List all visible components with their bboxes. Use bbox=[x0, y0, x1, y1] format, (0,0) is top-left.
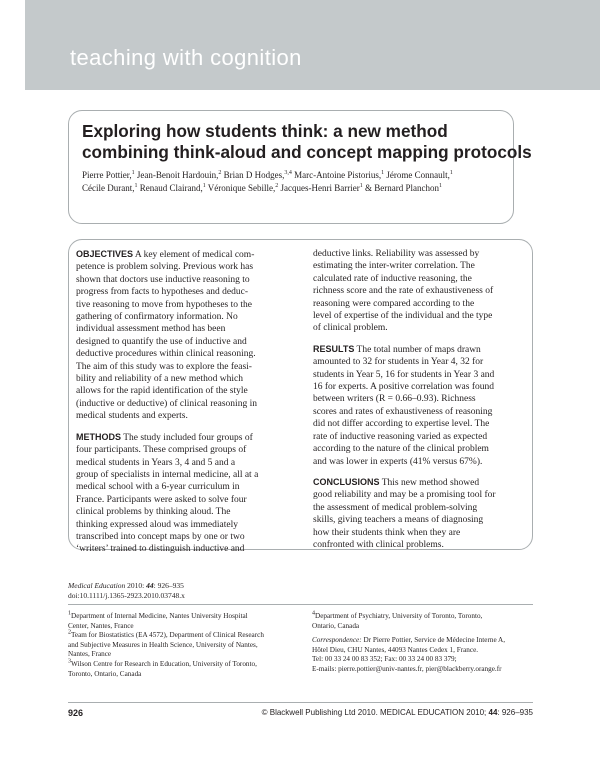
affiliation-line bbox=[68, 612, 300, 622]
abstract-line: individual assessment method has been bbox=[76, 324, 226, 335]
abstract-line: between writers (R = 0.66–0.93). Richness bbox=[313, 394, 476, 405]
author-sup: 1 bbox=[134, 183, 138, 189]
abstract-line: clinical problems by thinking aloud. The bbox=[76, 507, 231, 518]
abstract-line: of clinical problem. bbox=[313, 323, 388, 334]
footer-pages: : 926–935 bbox=[497, 708, 533, 717]
abstract-line: gathering of confirmatory information. No bbox=[76, 312, 238, 323]
correspondence-line: Tel: 00 33 24 00 83 352; Fax: 00 33 24 00 83 379; bbox=[312, 655, 457, 664]
affiliation-line: Nantes, France bbox=[68, 650, 112, 659]
affiliation-line: Ontario, Canada bbox=[312, 621, 360, 630]
title-line: combining think-aloud and concept mapping protocols bbox=[82, 142, 532, 162]
author-sup: 1 bbox=[202, 183, 206, 189]
conclusions-paragraph bbox=[313, 476, 529, 551]
title-box bbox=[68, 110, 532, 224]
abstract-line: according to the nature of the clinical problem bbox=[313, 444, 489, 455]
affiliations-right bbox=[312, 612, 534, 675]
methods-paragraph bbox=[76, 431, 298, 556]
publisher-text: © Blackwell Publishing Ltd 2010. MEDICAL EDUCATION 2010; bbox=[261, 708, 489, 717]
affiliation-text: Department of Psychiatry, University of Toronto, Toronto, bbox=[315, 612, 483, 620]
abstract-line: tive reasoning to move from hypotheses to the bbox=[76, 299, 252, 310]
abstract-line: calculated rate of inductive reasoning, the bbox=[313, 273, 472, 284]
abstract-text: This new method showed bbox=[379, 477, 480, 488]
abstract-line: The aim of this study was to explore the feasi- bbox=[76, 361, 252, 372]
methods-heading: METHODS bbox=[76, 431, 121, 442]
author-sup: 1 bbox=[131, 170, 135, 176]
affiliation-text: Department of Internal Medicine, Nantes University Hospital bbox=[71, 612, 248, 620]
abstract-line bbox=[76, 248, 298, 261]
abstract-line: level of expertise of the individual and the type bbox=[313, 311, 493, 322]
abstract-line: the assessment of medical problem-solving bbox=[313, 502, 478, 513]
author-list bbox=[82, 169, 501, 195]
abstract-left-column bbox=[76, 248, 298, 564]
abstract-line: 16 for experts. A positive correlation was found bbox=[313, 382, 494, 393]
objectives-paragraph bbox=[76, 248, 298, 423]
abstract-line: ‘writers’ trained to distinguish inductive and bbox=[76, 544, 245, 555]
affiliation-sup: 4 bbox=[312, 610, 315, 617]
abstract-right-column bbox=[313, 248, 529, 559]
abstract-line: medical school with a 6-year curriculum in bbox=[76, 482, 240, 493]
correspondence-line bbox=[312, 636, 534, 646]
abstract-text: The study included four groups of bbox=[121, 432, 253, 443]
abstract-line: richness score and the rate of exhaustiveness of bbox=[313, 286, 494, 297]
abstract-line bbox=[313, 476, 529, 489]
author-line bbox=[82, 169, 501, 182]
abstract-line: deductive procedures within clinical reasoning. bbox=[76, 349, 256, 360]
abstract-line: students in Year 5, 16 for students in Year 3 and bbox=[313, 369, 495, 380]
abstract-line: good reliability and may be a promising tool for bbox=[313, 490, 496, 501]
abstract-line: shown that doctors use inductive reasoning to bbox=[76, 274, 250, 285]
author: Renaud Clairand, bbox=[137, 183, 203, 193]
citation-pages: : 926–935 bbox=[153, 581, 184, 590]
correspondence-label: Correspondence: bbox=[312, 636, 362, 645]
abstract-line: reasoning were compared according to the bbox=[313, 298, 475, 309]
page-number: 926 bbox=[68, 708, 84, 718]
affiliation-line: Center, Nantes, France bbox=[68, 621, 134, 630]
abstract-line: confronted with clinical problems. bbox=[313, 539, 444, 550]
author: Pierre Pottier, bbox=[82, 170, 132, 180]
abstract-line: medical students and experts. bbox=[76, 411, 188, 422]
section-banner bbox=[25, 0, 600, 90]
author: Marc-Antoine Pistorius, bbox=[291, 170, 382, 180]
author: Véronique Sebille, bbox=[205, 183, 276, 193]
affiliation-line bbox=[312, 612, 534, 622]
affiliations-left bbox=[68, 612, 300, 679]
author-sup: 1 bbox=[359, 183, 363, 189]
author-sup: 2 bbox=[275, 183, 279, 189]
abstract-line: how their students think when they are bbox=[313, 527, 461, 538]
affiliation-text: Team for Biostatistics (EA 4572), Department of Clinical Research bbox=[71, 631, 264, 640]
author-sup: 3,4 bbox=[284, 170, 292, 176]
abstract-line: four participants. These comprised groups of bbox=[76, 445, 247, 456]
abstract-line: (inductive or deductive) of clinical reasoning in bbox=[76, 398, 257, 409]
abstract-line: thinking expressed aloud was immediately bbox=[76, 519, 238, 530]
footer-volume: 44 bbox=[488, 708, 498, 717]
author-sup: 1 bbox=[449, 170, 453, 176]
abstract-line: progress from facts to hypotheses and deduc- bbox=[76, 287, 249, 298]
objectives-heading: OBJECTIVES bbox=[76, 249, 134, 259]
affiliation-text: Wilson Centre for Research in Education, University of Toronto, bbox=[71, 659, 257, 668]
abstract-line: France. Participants were asked to solve four bbox=[76, 494, 247, 505]
affiliation-sup: 3 bbox=[68, 658, 71, 665]
affiliation-line: and Subjective Measures in Health Science, University of Nantes, bbox=[68, 640, 258, 649]
journal-footer bbox=[262, 708, 533, 717]
abstract-line: allows for the rapid identification of the style bbox=[76, 386, 248, 397]
results-paragraph bbox=[313, 343, 529, 468]
footer-divider bbox=[68, 702, 533, 703]
citation-volume: 44 bbox=[146, 581, 154, 590]
affiliation-line bbox=[68, 660, 300, 670]
affiliation-line bbox=[68, 631, 300, 641]
citation-line bbox=[68, 581, 185, 591]
correspondence-line: Hôtel Dieu, CHU Nantes, 44093 Nantes Cedex 1, France. bbox=[312, 645, 479, 654]
abstract-line: designed to quantify the use of inductive and bbox=[76, 336, 247, 347]
abstract-line: deductive links. Reliability was assessed by bbox=[313, 249, 480, 259]
citation-year: 2010: bbox=[125, 581, 147, 590]
author: Cécile Durant, bbox=[82, 183, 135, 193]
affiliation-sup: 1 bbox=[68, 610, 71, 617]
author-sup: 1 bbox=[439, 183, 442, 189]
methods-continued-paragraph bbox=[313, 248, 529, 335]
conclusions-heading: CONCLUSIONS bbox=[313, 476, 380, 487]
title-line: Exploring how students think: a new method bbox=[82, 121, 448, 141]
abstract-line: medical students in Years 3, 4 and 5 and a bbox=[76, 457, 236, 468]
correspondence-email: E-mails: pierre.pottier@univ-nantes.fr, pier@blackberry.orange.fr bbox=[312, 664, 502, 673]
abstract-line: estimating the inter-writer correlation. The bbox=[313, 261, 475, 272]
abstract-line: skills, giving teachers a means of diagnosing bbox=[313, 515, 484, 526]
correspondence-text: Dr Pierre Pottier, Service de Médecine Interne A, bbox=[361, 636, 506, 645]
abstract-line: petence is problem solving. Previous work has bbox=[76, 262, 254, 273]
author-sup: 2 bbox=[218, 170, 222, 176]
divider bbox=[68, 604, 533, 605]
abstract-line bbox=[76, 431, 298, 444]
author-line bbox=[82, 182, 501, 195]
abstract-line: amounted to 32 for students in Year 4, 32 for bbox=[313, 357, 484, 368]
abstract-line: did not differ according to expertise level. The bbox=[313, 419, 490, 430]
abstract-text: A key element of medical com- bbox=[133, 250, 255, 260]
author: Jérome Connault, bbox=[384, 170, 450, 180]
abstract-line: scores and rates of exhaustiveness of reasoning bbox=[313, 406, 493, 417]
author: Jean-Benoit Hardouin, bbox=[134, 170, 219, 180]
affiliation-line: Toronto, Ontario, Canada bbox=[68, 669, 142, 678]
author-sup: 1 bbox=[381, 170, 385, 176]
author: & Bernard Planchon bbox=[362, 183, 439, 193]
abstract-line: bility and reliability of a new method which bbox=[76, 374, 244, 385]
author: Brian D Hodges, bbox=[221, 170, 285, 180]
author: Jacques-Henri Barrier bbox=[278, 183, 360, 193]
journal-name: Medical Education bbox=[68, 581, 126, 590]
abstract-line: and was lower in experts (41% versus 67%). bbox=[313, 456, 483, 467]
abstract-line: group of specialists in internal medicine, all at a bbox=[76, 469, 259, 480]
abstract-line: transcribed into concept maps by one or two bbox=[76, 531, 245, 542]
citation bbox=[68, 581, 185, 601]
section-banner-text: teaching with cognition bbox=[70, 45, 302, 70]
doi: doi:10.1111/j.1365-2923.2010.03748.x bbox=[68, 591, 185, 600]
article-title bbox=[82, 121, 532, 163]
results-heading: RESULTS bbox=[313, 343, 355, 354]
affiliation-sup: 2 bbox=[68, 629, 71, 636]
abstract-line bbox=[313, 343, 529, 356]
abstract-line: rate of inductive reasoning varied as expected bbox=[313, 431, 488, 442]
abstract-text: The total number of maps drawn bbox=[354, 344, 481, 355]
